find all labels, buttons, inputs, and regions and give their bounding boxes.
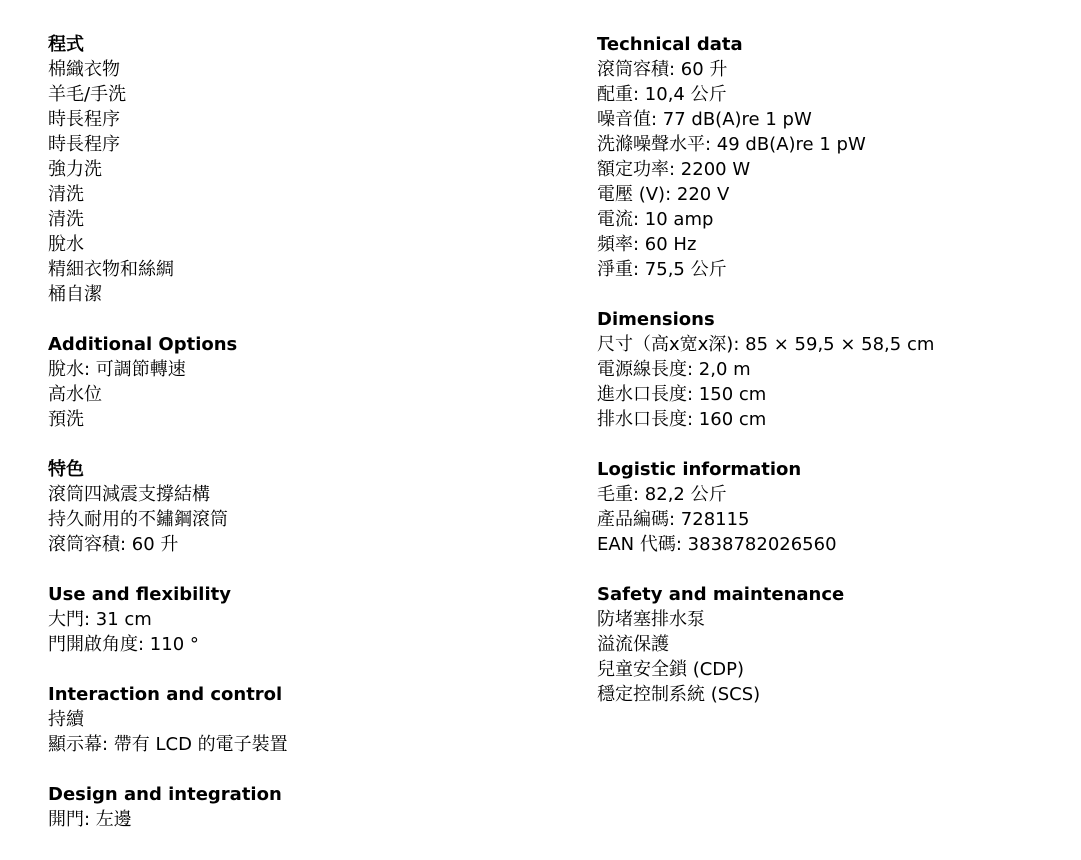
programs-list bbox=[48, 57, 288, 307]
left-column bbox=[48, 32, 288, 857]
dimension-item: 進水口長度: 150 cm bbox=[597, 384, 767, 405]
section-features bbox=[48, 457, 288, 557]
section-use-flexibility bbox=[48, 582, 288, 657]
section-title-safety-maintenance: Safety and maintenance bbox=[597, 584, 845, 605]
program-item: 脫水 bbox=[48, 234, 84, 255]
design-item: 開門: 左邊 bbox=[48, 809, 132, 830]
spec-item: 電流: 10 amp bbox=[597, 209, 714, 230]
safety-maintenance-list bbox=[597, 607, 934, 707]
dimension-item: 尺寸（高x宽x深): 85 × 59,5 × 58,5 cm bbox=[597, 334, 935, 355]
safety-item: 溢流保護 bbox=[597, 634, 669, 655]
dimension-item: 電源線長度: 2,0 m bbox=[597, 359, 751, 380]
feature-item: 滾筒容積: 60 升 bbox=[48, 534, 179, 555]
section-programs bbox=[48, 32, 288, 307]
spec-item: 滾筒容積: 60 升 bbox=[597, 59, 728, 80]
technical-data-list bbox=[597, 57, 934, 282]
spec-item: 頻率: 60 Hz bbox=[597, 234, 697, 255]
program-item: 羊毛/手洗 bbox=[48, 84, 127, 105]
interaction-control-list bbox=[48, 707, 288, 757]
use-item: 大門: 31 cm bbox=[48, 609, 152, 630]
safety-item: 穩定控制系統 (SCS) bbox=[597, 684, 761, 705]
additional-options-list bbox=[48, 357, 288, 432]
safety-item: 防堵塞排水泵 bbox=[597, 609, 705, 630]
section-title-programs: 程式 bbox=[48, 34, 84, 55]
logistic-information-list bbox=[597, 482, 934, 557]
logistic-item: 毛重: 82,2 公斤 bbox=[597, 484, 727, 505]
design-integration-list bbox=[48, 807, 288, 832]
program-item: 強力洗 bbox=[48, 159, 102, 180]
spec-item: 淨重: 75,5 公斤 bbox=[597, 259, 727, 280]
section-title-features: 特色 bbox=[48, 459, 84, 480]
feature-item: 滾筒四減震支撐結構 bbox=[48, 484, 210, 505]
section-logistic-information bbox=[597, 457, 934, 557]
option-item: 高水位 bbox=[48, 384, 102, 405]
program-item: 棉織衣物 bbox=[48, 59, 120, 80]
section-title-additional-options: Additional Options bbox=[48, 334, 238, 355]
section-interaction-control bbox=[48, 682, 288, 757]
control-item: 顯示幕: 帶有 LCD 的電子裝置 bbox=[48, 734, 288, 755]
option-item: 預洗 bbox=[48, 409, 84, 430]
spec-item: 洗滌噪聲水平: 49 dB(A)re 1 pW bbox=[597, 134, 866, 155]
program-item: 精細衣物和絲綢 bbox=[48, 259, 174, 280]
section-title-technical-data: Technical data bbox=[597, 34, 743, 55]
control-item: 持續 bbox=[48, 709, 84, 730]
dimensions-list bbox=[597, 332, 934, 432]
section-technical-data bbox=[597, 32, 934, 282]
use-item: 門開啟角度: 110 ° bbox=[48, 634, 199, 655]
spec-item: 噪音值: 77 dB(A)re 1 pW bbox=[597, 109, 812, 130]
section-title-use-flexibility: Use and flexibility bbox=[48, 584, 231, 605]
section-dimensions bbox=[597, 307, 934, 432]
spec-item: 電壓 (V): 220 V bbox=[597, 184, 730, 205]
section-design-integration bbox=[48, 782, 288, 832]
section-title-interaction-control: Interaction and control bbox=[48, 684, 283, 705]
section-title-logistic-information: Logistic information bbox=[597, 459, 802, 480]
program-item: 清洗 bbox=[48, 184, 84, 205]
section-title-design-integration: Design and integration bbox=[48, 784, 282, 805]
section-additional-options bbox=[48, 332, 288, 432]
program-item: 清洗 bbox=[48, 209, 84, 230]
use-flexibility-list bbox=[48, 607, 288, 657]
safety-item: 兒童安全鎖 (CDP) bbox=[597, 659, 745, 680]
logistic-item: 產品編碼: 728115 bbox=[597, 509, 750, 530]
spec-item: 配重: 10,4 公斤 bbox=[597, 84, 727, 105]
program-item: 桶自潔 bbox=[48, 284, 102, 305]
feature-item: 持久耐用的不鏽鋼滾筒 bbox=[48, 509, 228, 530]
option-item: 脫水: 可調節轉速 bbox=[48, 359, 186, 380]
spec-item: 額定功率: 2200 W bbox=[597, 159, 751, 180]
logistic-item: EAN 代碼: 3838782026560 bbox=[597, 534, 837, 555]
features-list bbox=[48, 482, 288, 557]
section-title-dimensions: Dimensions bbox=[597, 309, 715, 330]
program-item: 時長程序 bbox=[48, 109, 120, 130]
right-column bbox=[597, 32, 934, 732]
section-safety-maintenance bbox=[597, 582, 934, 707]
dimension-item: 排水口長度: 160 cm bbox=[597, 409, 767, 430]
program-item: 時長程序 bbox=[48, 134, 120, 155]
